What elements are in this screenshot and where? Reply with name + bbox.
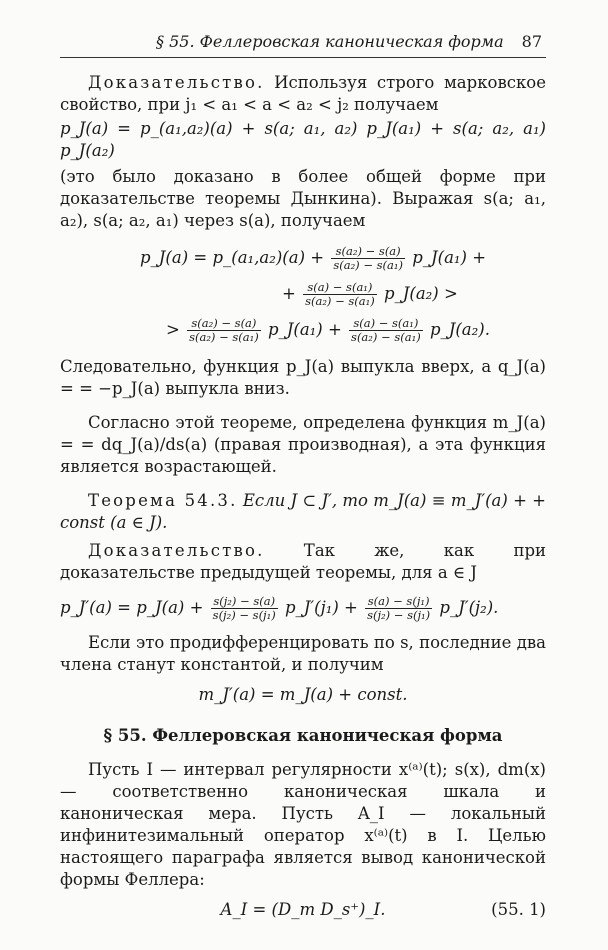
eq2-l1-prefix: p_J(a) = p_(a₁,a₂)(a) +: [140, 248, 325, 267]
equation-number: (55. 1): [491, 900, 546, 919]
equation-1: p_J(a) = p_(a₁,a₂)(a) + s(a; a₁, a₂) p_J(a₁) + s(a; a₂, a₁) p_J(a₂): [60, 119, 546, 160]
fraction-2-den: s(a₂) − s(a₁): [305, 294, 375, 308]
equation-5: [60, 899, 546, 921]
section-heading: § 55. Феллеровская каноническая форма: [103, 726, 503, 745]
eq3-prefix: p_J′(a) = p_J(a) +: [60, 598, 204, 617]
proof-text-2: Так же, как при доказательстве предыдущей теоремы, для a ∈ J: [60, 541, 546, 582]
proof-label: Доказательство.: [88, 73, 265, 92]
paragraph-4: Согласно этой теореме, определена функция m_J(a) = = dq_J(a)/ds(a) (правая производная), а эта функция является возрастающей.: [60, 413, 546, 476]
fraction-6-num: s(a) − s(j₁): [365, 595, 432, 609]
page-number: 87: [521, 32, 542, 51]
page: [60, 32, 546, 929]
eq2-l3-suffix: p_J(a₂).: [429, 320, 490, 339]
equation-block-2: [60, 240, 546, 348]
eq2-l1-suffix: p_J(a₁) +: [412, 248, 487, 267]
theorem-paragraph: [60, 490, 546, 534]
proof-paragraph-2: [60, 540, 546, 584]
fraction-5: [211, 595, 278, 622]
paragraph-5: Если это продифференцировать по s, последние два члена станут константой, и получим: [60, 633, 546, 674]
fraction-4-den: s(a₂) − s(a₁): [351, 330, 421, 344]
fraction-1-den: s(a₂) − s(a₁): [333, 258, 403, 272]
eq2-l3-mid: p_J(a₁) +: [267, 320, 342, 339]
fraction-4: [349, 317, 423, 344]
fraction-1-num: s(a₂) − s(a): [331, 245, 405, 259]
fraction-3: [187, 317, 261, 344]
fraction-6: [365, 595, 432, 622]
eq2-line-3: [60, 312, 546, 348]
proof-label-2: Доказательство.: [88, 541, 265, 560]
fraction-6-den: s(j₂) − s(j₁): [367, 608, 431, 622]
eq2-line-1: [60, 240, 546, 276]
fraction-1: [331, 245, 405, 272]
header-title: § 55. Феллеровская каноническая форма: [156, 32, 504, 51]
fraction-4-num: s(a) − s(a₁): [349, 317, 423, 331]
proof-paragraph-1: [60, 72, 546, 116]
fraction-2: [303, 281, 377, 308]
eq2-l2-prefix: +: [282, 284, 296, 303]
theorem-text: Если J ⊂ J′, то m_J(a) ≡ m_J′(a) + + const (a ∈ J).: [60, 491, 546, 532]
eq2-l3-prefix: >: [166, 320, 180, 339]
paragraph-6: Пусть I — интервал регулярности x⁽ᵃ⁾(t); s(x), dm(x) — соответственно каноническая шкала и каноническая мера. Пусть A_I — локальный инфинитезимальный оператор x⁽ᵃ⁾(t) в I. Целью настоящего параграфа является вывод канонической формы Феллера:: [60, 760, 546, 889]
equation-3: [60, 590, 546, 626]
proof-text: Используя строго марковское свойство, при j₁ < a₁ < a < a₂ < j₂ получаем: [60, 73, 546, 114]
fraction-5-den: s(j₂) − s(j₁): [212, 608, 276, 622]
fraction-3-num: s(a₂) − s(a): [187, 317, 261, 331]
theorem-label: Теорема 54.3.: [88, 491, 238, 510]
paragraph-2: (это было доказано в более общей форме при доказательстве теоремы Дынкина). Выражая s(a; a₁, a₂), s(a; a₂, a₁) через s(a), получаем: [60, 167, 546, 230]
fraction-3-den: s(a₂) − s(a₁): [189, 330, 259, 344]
fraction-5-num: s(j₂) − s(a): [211, 595, 278, 609]
eq3-suffix: p_J′(j₂).: [439, 598, 499, 617]
eq2-l2-suffix: p_J(a₂) >: [383, 284, 458, 303]
eq2-line-2: [60, 276, 546, 312]
equation-4: m_J′(a) = m_J(a) + const.: [198, 685, 408, 704]
eq5-formula: A_I = (D_m D_s⁺)_I.: [220, 900, 386, 919]
fraction-2-num: s(a) − s(a₁): [303, 281, 377, 295]
running-header: [60, 32, 546, 58]
paragraph-3: Следовательно, функция p_J(a) выпукла вверх, а q_J(a) = = −p_J(a) выпукла вниз.: [60, 357, 546, 398]
eq3-mid: p_J′(j₁) +: [284, 598, 358, 617]
